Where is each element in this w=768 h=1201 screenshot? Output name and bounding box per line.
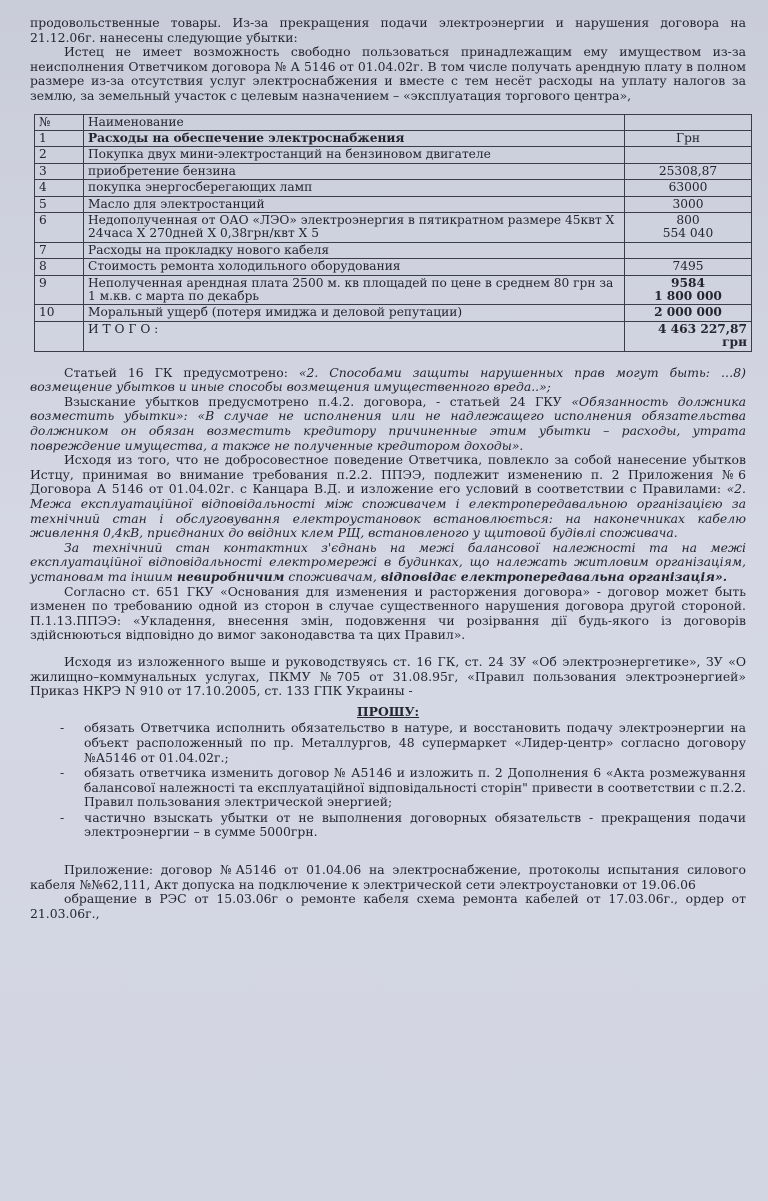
request-text: обязать Ответчика исполнить обязательство в натуре, и восстановить подачу электроэнергии на объект расположенный по пр. Металлургов, 48 супермаркет «Лидер-центр» согласно договору №А5146 от 01.04.02г.; — [84, 720, 746, 765]
request-item — [30, 766, 746, 810]
row-name: Покупка двух мини-электростанций на бензиновом двигателе — [84, 147, 625, 163]
row-number: 8 — [35, 259, 84, 275]
row-name: покупка энергосберегающих ламп — [84, 180, 625, 196]
row-name: Масло для электростанций — [84, 196, 625, 212]
technical-state-text-2: споживачам, — [284, 568, 381, 584]
table-row — [35, 147, 752, 163]
table-row — [35, 242, 752, 258]
table-row — [35, 163, 752, 179]
dash-icon: - — [60, 765, 65, 781]
row-value: 4 463 227,87 грн — [625, 321, 752, 351]
conduct-paragraph — [30, 453, 746, 541]
technical-state-paragraph — [30, 541, 746, 585]
request-item — [30, 811, 746, 840]
conduct-lead: Исходя из того, что не добросовестное поведение Ответчика, повлекло за собой нанесение убытков Истцу, принимая во внимание требования п.2.2. ППЭЭ, подлежит изменению п. 2 Приложения №6 Договора А 5146 от 01.04.02г. с Канцара В.Д. и изложение его условий в соответствии с Правилами: — [30, 452, 746, 497]
row-name: Недополученная от ОАО «ЛЭО» электроэнергия в пятикратном размере 45квт Х 24часа Х 270дней Х 0,38грн/квт Х 5 — [84, 213, 625, 243]
row-name: Неполученная арендная плата 2500 м. кв площадей по цене в среднем 80 грн за 1 м.кв. с марта по декабрь — [84, 275, 625, 305]
header-value — [625, 114, 752, 130]
header-name: Наименование — [84, 114, 625, 130]
row-value: 2 000 000 — [625, 305, 752, 321]
row-name: Моральный ущерб (потеря имиджа и деловой репутации) — [84, 305, 625, 321]
table-row — [35, 196, 752, 212]
prosu-heading: ПРОШУ: — [356, 703, 420, 719]
table-row — [35, 305, 752, 321]
row-number — [35, 321, 84, 351]
appendix-paragraph: Приложение: договор №А5146 от 01.04.06 на электроснабжение, протоколы испытания силового кабеля №№62,111, Акт допуска на подключение к электрической сети электроустановки от 19.06.06 — [30, 862, 746, 892]
recovery-paragraph — [30, 395, 746, 453]
row-value: 25308,87 — [625, 163, 752, 179]
header-number: № — [35, 114, 84, 130]
table-row — [35, 180, 752, 196]
row-name: Стоимость ремонта холодильного оборудования — [84, 259, 625, 275]
row-value: 63000 — [625, 180, 752, 196]
row-value: 800 554 040 — [625, 213, 752, 243]
row-value — [625, 242, 752, 258]
row-number: 6 — [35, 213, 84, 243]
row-name: Расходы на прокладку нового кабеля — [84, 242, 625, 258]
dash-icon: - — [60, 720, 65, 736]
appendix-paragraph-2: обращение в РЭС от 15.03.06г о ремонте кабеля схема ремонта кабелей от 17.03.06г., ордер от 21.03.06г., — [30, 891, 746, 921]
table-header-row — [35, 114, 752, 130]
row-number: 3 — [35, 163, 84, 179]
dash-icon: - — [60, 809, 65, 825]
row-name: Расходы на обеспечение электроснабжения — [84, 130, 625, 146]
recovery-quote: «Обязанность должника возместить убытки»: «В случае не исполнения или не надлежащего исполнения обязательства должником он обязан возместить кредитору причиненные этим убытки – расходы, утрата повреждение имущества, а также не полученные кредитором доходы». — [30, 393, 746, 453]
technical-state-bold-2: відповідає електропередавальна організація». — [380, 568, 728, 584]
table-row — [35, 259, 752, 275]
row-number: 9 — [35, 275, 84, 305]
row-name: приобретение бензина — [84, 163, 625, 179]
row-value — [625, 147, 752, 163]
legal-basis-paragraph: Исходя из изложенного выше и руководствуясь ст. 16 ГК, ст. 24 ЗУ «Об электроэнергетике», ЗУ «О жилищно–коммунальных услугах, ПКМУ №705 от 31.08.95г, «Правил пользования электроэнергией» Приказ НКРЭ N 910 от 17.10.2005, ст. 133 ГПК Украины - — [30, 653, 746, 699]
request-item — [30, 721, 746, 765]
request-list — [30, 721, 746, 840]
row-number: 7 — [35, 242, 84, 258]
row-name: И Т О Г О : — [84, 321, 625, 351]
row-value: Грн — [625, 130, 752, 146]
claim-paragraph: Истец не имеет возможность свободно пользоваться принадлежащим ему имуществом из-за неисполнения Ответчиком договора № А 5146 от 01.04.02г. В том числе получать арендную плату в полном размере из-за отсутствия услуг электроснабжения и вместе с тем несёт расходы на уплату налогов за землю, за земельный участок с целевым назначением – «эксплуатация торгового центра», — [30, 44, 746, 103]
table-row — [35, 275, 752, 305]
article-16-lead: Статьей 16 ГК предусмотрено: — [64, 364, 299, 380]
row-value: 3000 — [625, 196, 752, 212]
row-value: 7495 — [625, 259, 752, 275]
row-number: 10 — [35, 305, 84, 321]
table-row — [35, 213, 752, 243]
row-number: 2 — [35, 147, 84, 163]
article-16-paragraph — [30, 366, 746, 395]
request-text: частично взыскать убытки от не выполнения договорных обязательств - прекращения подачи электроэнергии – в сумме 5000грн. — [84, 809, 746, 840]
conduct-quote: «2. Межа експлуатаційної відповідальності між споживачем і електропередавальною організацією за технічний стан і обслуговування електроустановок встановлюється: на наконечниках кабелю живлення 0,4кВ, приєднаних до ввідних клем РЩ, встановленого у щитовой будівлі споживача. — [30, 481, 746, 541]
row-number: 4 — [35, 180, 84, 196]
table-row — [35, 321, 752, 351]
row-value: 9584 1 800 000 — [625, 275, 752, 305]
article-16-quote: «2. Способами защиты нарушенных прав могут быть: …8) возмещение убытков и иные способы возмещения имущественного вреда..»; — [30, 364, 746, 395]
row-number: 1 — [35, 130, 84, 146]
recovery-lead: Взыскание убытков предусмотрено п.4.2. договора, - статьей 24 ГКУ — [64, 393, 572, 409]
intro-paragraph: продовольственные товары. Из-за прекращения подачи электроэнергии и нарушения договора на 21.12.06г. нанесены следующие убытки: — [30, 15, 746, 45]
technical-state-text: За технічний стан контактних з'єднань на межі балансової належності та на межі експлуатаційної відповідальності електромережі в будинках, що належать житловим організаціям, установам та іншим — [30, 539, 746, 584]
row-number: 5 — [35, 196, 84, 212]
article-651-paragraph: Согласно ст. 651 ГКУ «Основания для изменения и расторжения договора» - договор может быть изменен по требованию одной из сторон в случае существенного нарушения договора другой стороной. П.1.13.ППЭЭ: «Укладення, внесення змін, подовження чи розірвання дії будь-якого із договорів здійснюються відповідно до вимог законодавства та цих Правил». — [30, 583, 746, 643]
table-row — [35, 130, 752, 146]
technical-state-bold-1: невиробничим — [176, 568, 285, 584]
request-text: обязать ответчика изменить договор № А5146 и изложить п. 2 Дополнения 6 «Акта розмежування балансової належності та експлуатаційної відповідальності сторін" привести в соответствии с п.2.2. Правил пользования электрической энергией; — [84, 765, 746, 810]
losses-table — [34, 114, 752, 352]
